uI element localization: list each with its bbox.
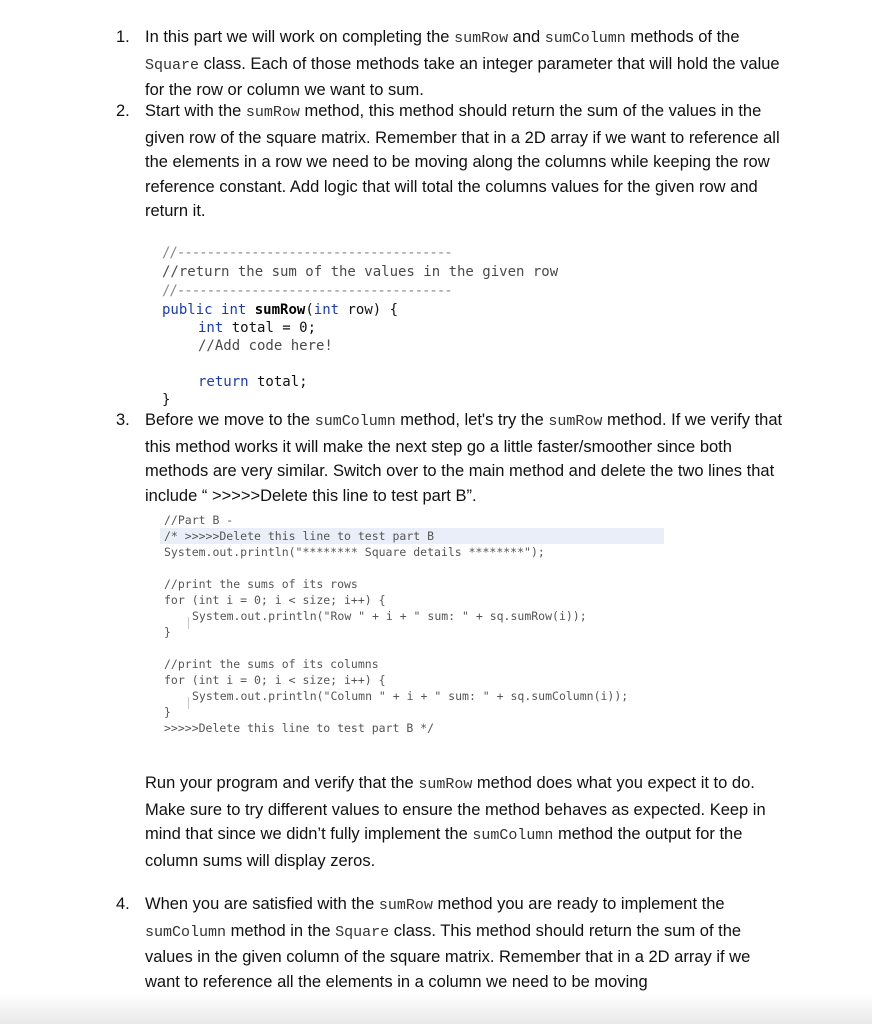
inline-code: sumRow (548, 413, 603, 430)
text-segment: When you are satisfied with the (145, 895, 379, 913)
item-number: 1. (116, 28, 130, 46)
code-line: //Part B - (164, 513, 234, 527)
code-line: for (int i = 0; i < size; i++) { (164, 593, 386, 607)
code-line: System.out.println("Row " + i + " sum: " + sq.sumRow(i)); (192, 609, 587, 623)
text-segment: class. Each of those methods take an integer parameter that will hold the value for the row or column we want to sum. (145, 54, 780, 99)
code-line: //print the sums of its columns (164, 657, 379, 671)
text-segment: method. If we verify that this method works it will make the next step go a little faster/smoother since both methods are very similar. Switch over to the main method and delete the two lines that include “ >>>>>Delete this line to test part B”. (145, 411, 783, 505)
inline-code: sumRow (378, 897, 433, 914)
item-text (145, 408, 785, 508)
code-line: } (164, 705, 171, 719)
item-number: 2. (116, 102, 130, 120)
text-segment: and (508, 28, 545, 46)
inline-code: sumColumn (145, 923, 227, 941)
bottom-fade (0, 994, 872, 1024)
item-text (145, 99, 785, 224)
code-line: //print the sums of its rows (164, 577, 358, 591)
text-segment: Before we move to the (145, 411, 315, 429)
code-add-comment: //Add code here! (198, 338, 333, 354)
text-segment: In this part we will work on completing the (145, 28, 455, 46)
item-text (145, 25, 785, 103)
text-segment: method, let's try the (395, 411, 549, 429)
item-text (145, 771, 785, 873)
inline-code: sumColumn (472, 827, 554, 844)
text-segment: class. This method should return the sum of the values in the given column of the square matrix. Remember that in a 2D array if we want to reference all the elements in a column we need to be moving (145, 921, 751, 991)
text-segment: Start with the (145, 102, 246, 120)
code-line: /* >>>>>Delete this line to test part B (164, 529, 435, 543)
code-method-signature: public int sumRow(int row) { (162, 302, 399, 318)
item-text (145, 892, 785, 994)
text-segment: method you are ready to implement the (432, 895, 725, 913)
indent-guide (188, 697, 189, 709)
item-number: 4. (116, 895, 130, 913)
code-line: } (164, 625, 171, 639)
inline-code: sumRow (245, 104, 300, 121)
code-line: System.out.println("******** Square details ********"); (164, 545, 545, 559)
code-line: >>>>>Delete this line to test part B */ (164, 721, 435, 735)
inline-code: sumRow (418, 776, 473, 793)
text-segment: method the output for the column sums will display zeros. (145, 825, 743, 870)
inline-code: sumColumn (544, 30, 626, 47)
text-segment: method in the (226, 921, 336, 940)
indent-guide (188, 617, 189, 629)
code-comment-divider: //------------------------------------- (162, 245, 452, 261)
item-number: 3. (116, 411, 130, 429)
code-line: System.out.println("Column " + i + " sum: " + sq.sumColumn(i)); (192, 689, 629, 703)
code-line: for (int i = 0; i < size; i++) { (164, 673, 386, 687)
code-block-sumrow (152, 238, 592, 410)
text-segment: method, this method should return the sum of the values in the given row of the square matrix. Remember that in a 2D array if we want to reference all the elements in a row we need to be moving along the columns while keeping the row reference constant. Add logic that will total the columns values for the given row and return it. (145, 102, 780, 220)
text-segment: method does what you expect it to do. Make sure to try different values to ensure the method behaves as expected. Keep in mind that since we didn’t fully implement the (145, 774, 766, 843)
inline-code: Square (145, 56, 200, 74)
code-comment: //return the sum of the values in the given row (162, 264, 559, 280)
inline-code: Square (335, 923, 390, 941)
code-close-brace: } (162, 392, 171, 408)
code-total-declaration: int total = 0; (198, 320, 317, 336)
code-return-statement: return total; (198, 374, 308, 390)
inline-code: sumRow (454, 30, 509, 47)
inline-code: sumColumn (314, 413, 396, 430)
text-segment: methods of the (625, 28, 740, 46)
code-comment-divider: //------------------------------------- (162, 283, 452, 299)
text-segment: Run your program and verify that the (145, 774, 419, 792)
code-block-main (160, 512, 670, 742)
